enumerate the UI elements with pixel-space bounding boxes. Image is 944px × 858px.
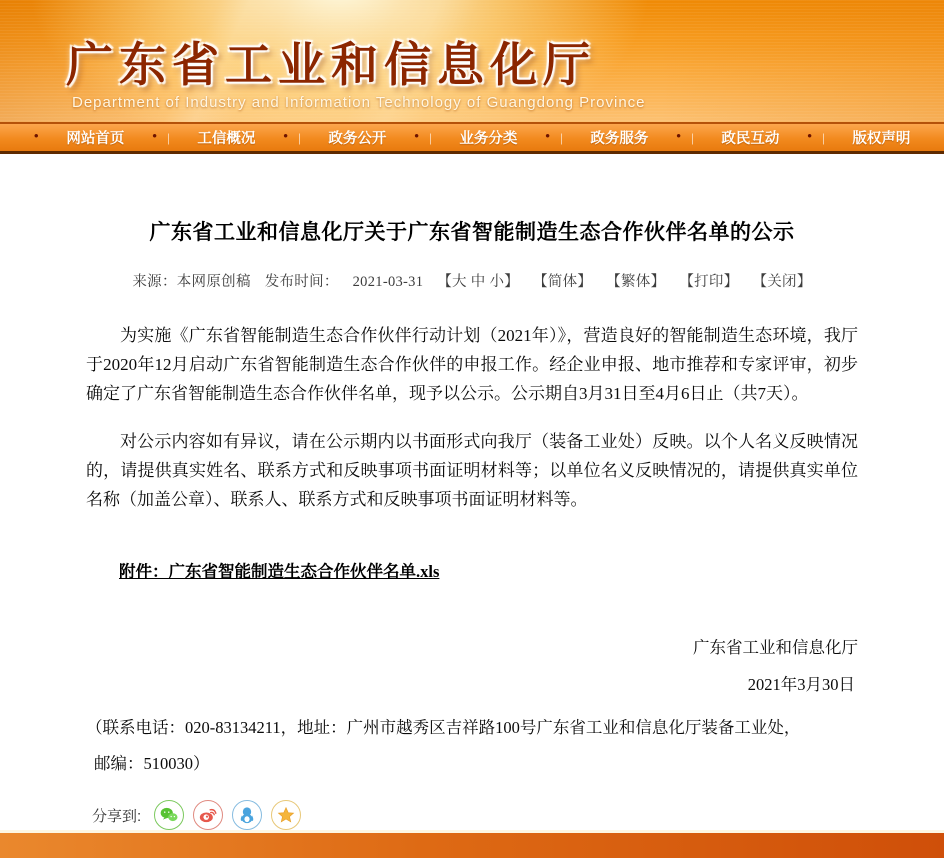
share-qq-button[interactable] <box>232 800 262 830</box>
nav-separator-dot: • <box>413 129 420 145</box>
nav-item-interaction[interactable]: 政民互动 <box>721 131 780 147</box>
share-weibo-button[interactable] <box>193 800 223 830</box>
signature-date: 2021年3月30日 <box>747 675 855 694</box>
nav-separator <box>152 130 170 146</box>
footer-bar <box>0 830 944 858</box>
nav-separator <box>545 130 563 146</box>
nav-separator-dot: • <box>33 129 39 145</box>
article-title: 广东省工业和信息化厅关于广东省智能制造生态合作伙伴名单的公示 <box>149 221 795 244</box>
qq-icon <box>237 805 257 825</box>
share-label: 分享到: <box>92 807 142 825</box>
close-button[interactable]: 【关闭】 <box>752 274 812 290</box>
nav-item-gov-services[interactable]: 政务服务 <box>590 131 649 147</box>
contact-line-1: （联系电话：020-83134211，地址：广州市越秀区吉祥路100号广东省工业和信息化厅装备工业处， <box>86 718 801 737</box>
simplified-chinese-button[interactable]: 【简体】 <box>533 274 593 290</box>
nav-separator-pipe: | <box>167 129 170 145</box>
star-icon <box>276 805 296 825</box>
share-favorite-button[interactable] <box>271 800 301 830</box>
article-paragraph-2: 对公示内容如有异议，请在公示期内以书面形式向我厅（装备工业处）反映。以个人名义反映情况的，请提供真实姓名、联系方式和反映事项书面证明材料等；以单位名义反映情况的，请提供真实单位名称（加盖公章）、联系人、联系方式和反映事项书面证明材料等。 <box>86 432 858 509</box>
nav-separator-pipe: | <box>298 129 301 145</box>
share-wechat-button[interactable] <box>154 800 184 830</box>
attachment-link[interactable]: 附件：广东省智能制造生态合作伙伴名单.xls <box>119 562 440 581</box>
traditional-chinese-button[interactable]: 【繁体】 <box>606 274 666 290</box>
nav-separator <box>414 130 432 146</box>
article-meta-bar <box>86 270 858 291</box>
nav-item-gov-disclosure[interactable]: 政务公开 <box>328 131 387 147</box>
publish-date: 2021-03-31 <box>352 274 424 290</box>
font-size-control[interactable]: 【大 中 小】 <box>437 274 520 290</box>
nav-item-business-category[interactable]: 业务分类 <box>459 131 518 147</box>
nav-separator-dot: • <box>675 129 682 145</box>
nav-separator-pipe: | <box>429 129 432 145</box>
print-button[interactable]: 【打印】 <box>679 274 739 290</box>
weibo-icon <box>198 805 218 825</box>
nav-item-overview[interactable]: 工信概况 <box>197 131 256 147</box>
main-nav <box>0 124 944 154</box>
site-subtitle-en: Department of Industry and Information Technology of Guangdong Province <box>72 94 646 111</box>
nav-separator-pipe: | <box>822 129 825 145</box>
signature-department: 广东省工业和信息化厅 <box>693 638 858 657</box>
nav-separator <box>807 130 825 146</box>
wechat-icon <box>159 805 179 825</box>
nav-separator <box>283 130 301 146</box>
nav-separator-dot: • <box>282 129 289 145</box>
article-paragraph-1: 为实施《广东省智能制造生态合作伙伴行动计划（2021年）》，营造良好的智能制造生态环境，我厅于2020年12月启动广东省智能制造生态合作伙伴的申报工作。经企业申报、地市推荐和专家评审，初步确定了广东省智能制造生态合作伙伴名单，现予以公示。公示期自3月31日至4月6日止（共7天）。 <box>86 326 858 403</box>
site-title: 广东省工业和信息化厅 <box>66 38 596 91</box>
nav-separator-pipe: | <box>691 129 694 145</box>
contact-line-2: 邮编：510030） <box>94 754 210 773</box>
nav-separator <box>676 130 694 146</box>
contact-info <box>86 710 858 782</box>
nav-separator-dot: • <box>544 129 551 145</box>
nav-item-home[interactable]: 网站首页 <box>66 131 125 147</box>
nav-separator-dot: • <box>806 129 813 145</box>
publish-time-label: 发布时间： <box>264 274 339 290</box>
article-source: 来源：本网原创稿 <box>132 274 251 290</box>
share-bar <box>92 800 858 830</box>
header-banner <box>0 0 944 124</box>
nav-separator-dot: • <box>151 129 158 145</box>
nav-item-copyright[interactable]: 版权声明 <box>852 131 911 147</box>
article-container <box>0 154 944 830</box>
nav-separator-pipe: | <box>560 129 563 145</box>
